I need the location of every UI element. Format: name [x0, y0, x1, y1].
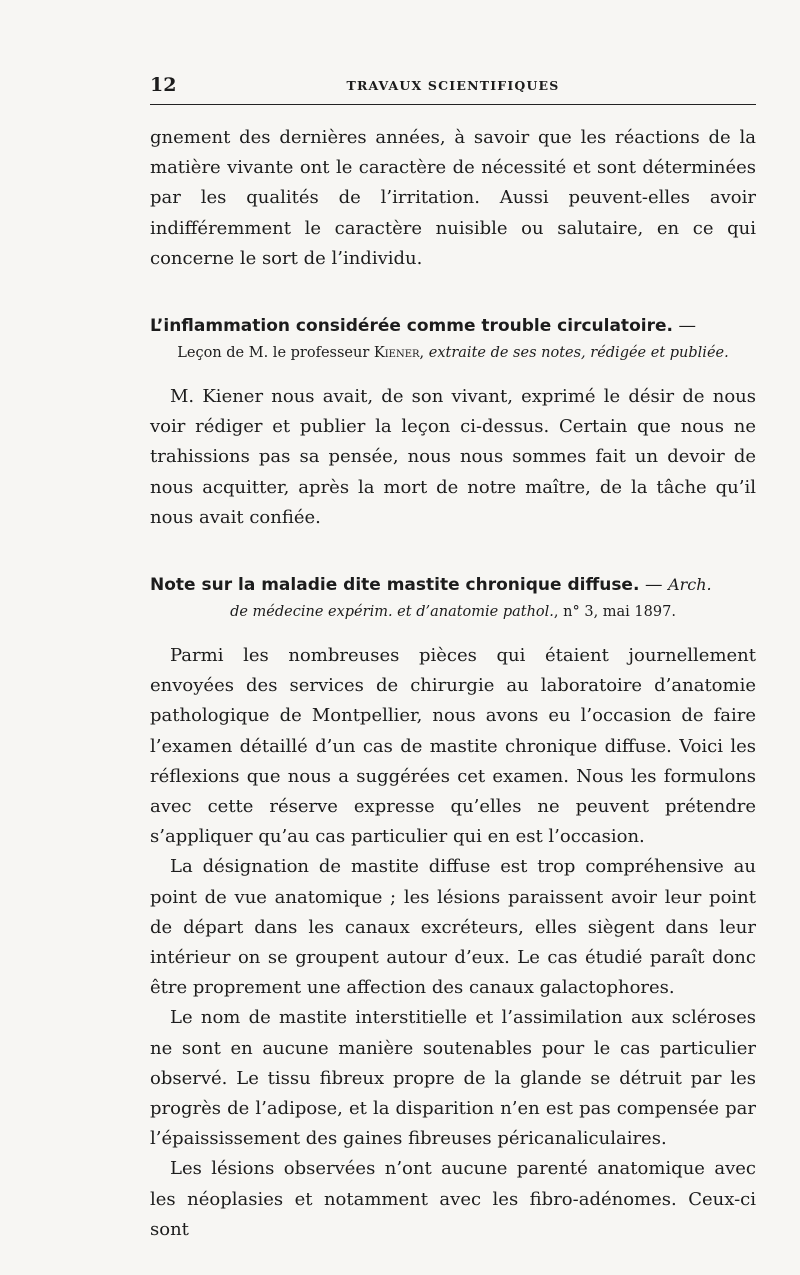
section-title: Note sur la maladie dite mastite chronique diffuse.	[150, 575, 640, 596]
section-mastite	[150, 573, 756, 1245]
subtitle-italic: extraite de ses notes, rédigée et publiée.	[428, 345, 729, 362]
section-paragraph: M. Kiener nous avait, de son vivant, exprimé le désir de nous voir rédiger et publier la leçon ci-dessus. Certain que nous ne trahissions pas sa pensée, nous nous sommes fait un devoir de nous acquitter, après la mort de notre maître, de la tâche qu’il nous avait confiée.	[150, 386, 756, 528]
page-number: 12	[150, 74, 177, 96]
header-rule	[150, 104, 756, 105]
section-heading	[150, 573, 756, 597]
section-paragraph: Les lésions observées n’ont aucune parenté anatomique avec les néoplasies et notamment avec les fibro-adénomes. Ceux-ci sont	[150, 1158, 756, 1240]
title-dash: —	[672, 316, 697, 337]
source-journal: de médecine expérim. et d’anatomie pathol.	[230, 604, 554, 621]
subtitle-prefix: Leçon de M. le professeur	[177, 345, 374, 362]
section-paragraph: Parmi les nombreuses pièces qui étaient journellement envoyées des services de chirurgie au laboratoire d’anatomie pathologique de Montpellier, nous avons eu l’occasion de faire l’examen détaillé d’un cas de mastite chronique diffuse. Voici les réflexions que nous a suggérées cet examen. Nous les formulons avec cette réserve expresse qu’elles ne peuvent prétendre s’appliquer qu’au cas particulier qui en est l’occasion.	[150, 645, 756, 848]
running-title: TRAVAUX SCIENTIFIQUES	[346, 78, 560, 93]
intro-paragraph: gnement des dernières années, à savoir que les réactions de la matière vivante ont le caractère de nécessité et sont déterminées par les qualités de l’irritation. Aussi peuvent-elles avoir indifféremment le caractère nuisible ou salutaire, en ce qui concerne le sort de l’individu.	[150, 127, 756, 269]
source-issue: , n° 3, mai 1897.	[553, 604, 676, 621]
section-subtitle	[150, 342, 756, 364]
section-inflammation	[150, 314, 756, 533]
page-header	[150, 70, 756, 94]
section-title: L’inflammation considérée comme trouble circulatoire.	[150, 316, 673, 337]
section-heading	[150, 314, 756, 338]
section-paragraph: La désignation de mastite diffuse est trop compréhensive au point de vue anatomique ; les lésions paraissent avoir leur point de départ dans les canaux excréteurs, elles siègent dans leur intérieur on se groupent autour d’eux. Le cas étudié paraît donc être proprement une affection des canaux galactophores.	[150, 856, 756, 999]
document-page	[150, 70, 756, 1245]
author-name: Kiener	[373, 345, 420, 362]
source-journal-abbrev: Arch.	[668, 575, 712, 595]
section-paragraph: Le nom de mastite interstitielle et l’assimilation aux scléroses ne sont en aucune manière soutenables pour le cas particulier observé. Le tissu fibreux propre de la glande se détruit par les progrès de l’adipose, et la disparition n’en est pas compensée par l’épaississement des gaines fibreuses péricanaliculaires.	[150, 1007, 756, 1150]
section-source	[150, 601, 756, 623]
subtitle-separator: ,	[419, 345, 429, 362]
title-dash: —	[639, 575, 669, 596]
